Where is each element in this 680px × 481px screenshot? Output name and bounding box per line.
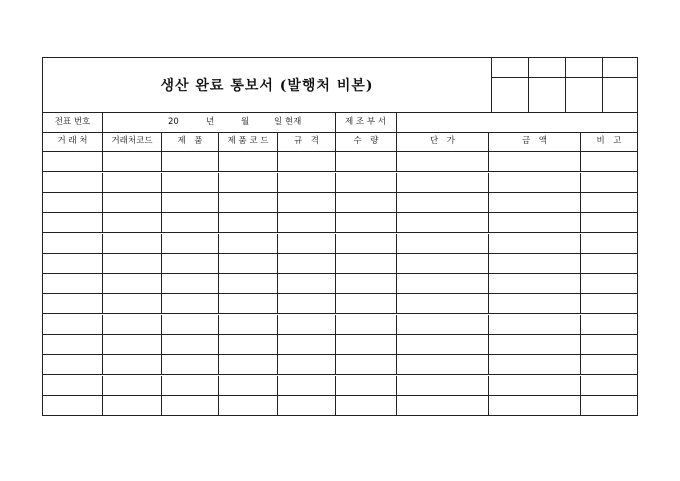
table-cell[interactable] — [277, 274, 335, 293]
table-cell[interactable] — [396, 234, 488, 253]
table-cell[interactable] — [161, 376, 218, 395]
column-header: 단 가 — [396, 132, 488, 151]
column-header: 거 래 처 — [57, 136, 88, 146]
table-cell[interactable] — [396, 396, 488, 415]
table-cell[interactable] — [277, 213, 335, 232]
table-cell[interactable] — [335, 396, 396, 415]
approval-cell[interactable] — [603, 58, 638, 78]
table-cell[interactable] — [580, 152, 637, 171]
table-cell[interactable] — [580, 193, 637, 212]
table-cell[interactable] — [580, 294, 637, 313]
table-cell[interactable] — [218, 213, 277, 232]
table-cell[interactable] — [277, 315, 335, 334]
column-header: 수 량 — [335, 132, 396, 151]
production-completion-form — [42, 57, 638, 416]
table-cell[interactable] — [488, 234, 580, 253]
form-title: 생산 완료 통보서 (발행처 비본) — [160, 78, 374, 94]
table-row — [43, 376, 637, 396]
table-cell[interactable] — [161, 315, 218, 334]
column-header: 제 품 코 드 — [218, 132, 277, 151]
table-cell[interactable] — [102, 396, 161, 415]
table-cell[interactable] — [488, 254, 580, 273]
table-cell[interactable] — [102, 152, 161, 171]
table-cell[interactable] — [43, 193, 102, 212]
table-cell[interactable] — [102, 335, 161, 354]
table-cell[interactable] — [43, 294, 102, 313]
table-row — [43, 234, 637, 254]
table-cell[interactable] — [161, 173, 218, 192]
table-cell[interactable] — [396, 213, 488, 232]
day-unit: 일 현재 — [274, 117, 302, 127]
signature-cell[interactable] — [603, 78, 638, 112]
table-cell[interactable] — [580, 213, 637, 232]
table-cell[interactable] — [580, 355, 637, 374]
table-cell[interactable] — [218, 274, 277, 293]
table-cell[interactable] — [161, 193, 218, 212]
table-cell[interactable] — [43, 213, 102, 232]
table-cell[interactable] — [580, 254, 637, 273]
table-cell[interactable] — [488, 335, 580, 354]
table-cell[interactable] — [277, 376, 335, 395]
info-row — [43, 112, 637, 133]
table-cell[interactable] — [488, 213, 580, 232]
table-cell[interactable] — [277, 294, 335, 313]
table-cell[interactable] — [161, 254, 218, 273]
signature-cell[interactable] — [492, 78, 529, 112]
table-cell[interactable] — [218, 376, 277, 395]
table-cell[interactable] — [335, 315, 396, 334]
table-cell[interactable] — [277, 234, 335, 253]
table-cell[interactable] — [102, 274, 161, 293]
table-cell[interactable] — [396, 335, 488, 354]
table-cell[interactable] — [161, 294, 218, 313]
table-cell[interactable] — [43, 376, 102, 395]
table-cell[interactable] — [335, 254, 396, 273]
table-cell[interactable] — [488, 396, 580, 415]
table-cell[interactable] — [161, 396, 218, 415]
table-cell[interactable] — [161, 234, 218, 253]
table-cell[interactable] — [277, 173, 335, 192]
table-cell[interactable] — [488, 294, 580, 313]
table-cell[interactable] — [580, 173, 637, 192]
table-row — [43, 335, 637, 355]
table-cell[interactable] — [396, 355, 488, 374]
column-header: 비 고 — [580, 132, 637, 151]
table-cell[interactable] — [335, 193, 396, 212]
table-cell[interactable] — [396, 315, 488, 334]
table-cell[interactable] — [488, 152, 580, 171]
column-header: 금 액 — [488, 132, 580, 151]
table-cell[interactable] — [488, 355, 580, 374]
table-cell[interactable] — [43, 315, 102, 334]
table-cell[interactable] — [161, 274, 218, 293]
table-cell[interactable] — [102, 173, 161, 192]
year-unit: 년 — [206, 117, 215, 127]
table-cell[interactable] — [218, 335, 277, 354]
table-cell[interactable] — [43, 234, 102, 253]
dept-value-field[interactable] — [396, 112, 637, 132]
year-prefix: 20 — [168, 117, 179, 127]
table-cell[interactable] — [488, 376, 580, 395]
table-cell[interactable] — [218, 173, 277, 192]
table-cell[interactable] — [218, 193, 277, 212]
dept-label: 제 조 부 서 — [345, 117, 386, 127]
table-cell[interactable] — [580, 274, 637, 293]
column-header: 거래처코드 — [102, 132, 161, 151]
table-cell[interactable] — [43, 396, 102, 415]
table-row — [43, 193, 637, 213]
table-cell[interactable] — [396, 193, 488, 212]
table-cell[interactable] — [396, 294, 488, 313]
approval-cell[interactable] — [566, 58, 603, 78]
table-cell[interactable] — [396, 173, 488, 192]
table-cell[interactable] — [161, 355, 218, 374]
table-row — [43, 294, 637, 314]
table-cell[interactable] — [335, 274, 396, 293]
table-cell[interactable] — [335, 234, 396, 253]
table-cell[interactable] — [396, 274, 488, 293]
table-cell[interactable] — [218, 234, 277, 253]
table-row — [43, 173, 637, 193]
table-cell[interactable] — [396, 254, 488, 273]
table-cell[interactable] — [102, 193, 161, 212]
signature-cell[interactable] — [529, 78, 566, 112]
table-cell[interactable] — [43, 335, 102, 354]
approval-box — [491, 58, 638, 112]
table-cell[interactable] — [277, 396, 335, 415]
table-cell[interactable] — [43, 355, 102, 374]
table-cell[interactable] — [277, 193, 335, 212]
table-row — [43, 254, 637, 274]
table-cell[interactable] — [161, 152, 218, 171]
approval-cell[interactable] — [492, 58, 529, 78]
table-cell[interactable] — [335, 376, 396, 395]
table-cell[interactable] — [277, 355, 335, 374]
table-cell[interactable] — [218, 355, 277, 374]
table-row — [43, 274, 637, 294]
table-row — [43, 355, 637, 375]
signature-cell[interactable] — [566, 78, 603, 112]
column-header: 규 격 — [277, 132, 335, 151]
table-cell[interactable] — [396, 376, 488, 395]
table-cell[interactable] — [102, 315, 161, 334]
approval-cell[interactable] — [529, 58, 566, 78]
table-row — [43, 315, 637, 335]
table-cell[interactable] — [43, 152, 102, 171]
table-cell[interactable] — [580, 234, 637, 253]
table-cell[interactable] — [102, 376, 161, 395]
table-row — [43, 396, 637, 416]
table-cell[interactable] — [161, 213, 218, 232]
table-cell[interactable] — [218, 315, 277, 334]
table-cell[interactable] — [218, 294, 277, 313]
table-cell[interactable] — [277, 335, 335, 354]
table-cell[interactable] — [335, 213, 396, 232]
table-row — [43, 213, 637, 233]
table-cell[interactable] — [218, 152, 277, 171]
table-cell[interactable] — [580, 335, 637, 354]
table-cell[interactable] — [277, 152, 335, 171]
divider — [102, 112, 103, 132]
table-cell[interactable] — [218, 254, 277, 273]
table-cell[interactable] — [335, 173, 396, 192]
table-cell[interactable] — [396, 152, 488, 171]
table-cell[interactable] — [218, 396, 277, 415]
table-cell[interactable] — [335, 152, 396, 171]
table-cell[interactable] — [335, 294, 396, 313]
table-cell[interactable] — [277, 254, 335, 273]
slip-number-label: 전표 번호 — [54, 117, 91, 127]
table-header-row — [43, 132, 637, 152]
table-cell[interactable] — [161, 335, 218, 354]
table-cell[interactable] — [580, 396, 637, 415]
column-header: 제 품 — [161, 132, 218, 151]
month-unit: 월 — [241, 117, 250, 127]
table-cell[interactable] — [335, 355, 396, 374]
table-cell[interactable] — [335, 335, 396, 354]
table-cell[interactable] — [488, 193, 580, 212]
table-cell[interactable] — [580, 376, 637, 395]
table-cell[interactable] — [102, 213, 161, 232]
table-cell[interactable] — [43, 274, 102, 293]
table-cell[interactable] — [102, 234, 161, 253]
table-cell[interactable] — [488, 274, 580, 293]
table-cell[interactable] — [488, 315, 580, 334]
table-cell[interactable] — [43, 254, 102, 273]
form-header — [43, 58, 637, 113]
table-cell[interactable] — [580, 315, 637, 334]
table-cell[interactable] — [43, 173, 102, 192]
table-cell[interactable] — [102, 294, 161, 313]
table-cell[interactable] — [102, 254, 161, 273]
table-cell[interactable] — [102, 355, 161, 374]
table-cell[interactable] — [488, 173, 580, 192]
table-row — [43, 152, 637, 172]
